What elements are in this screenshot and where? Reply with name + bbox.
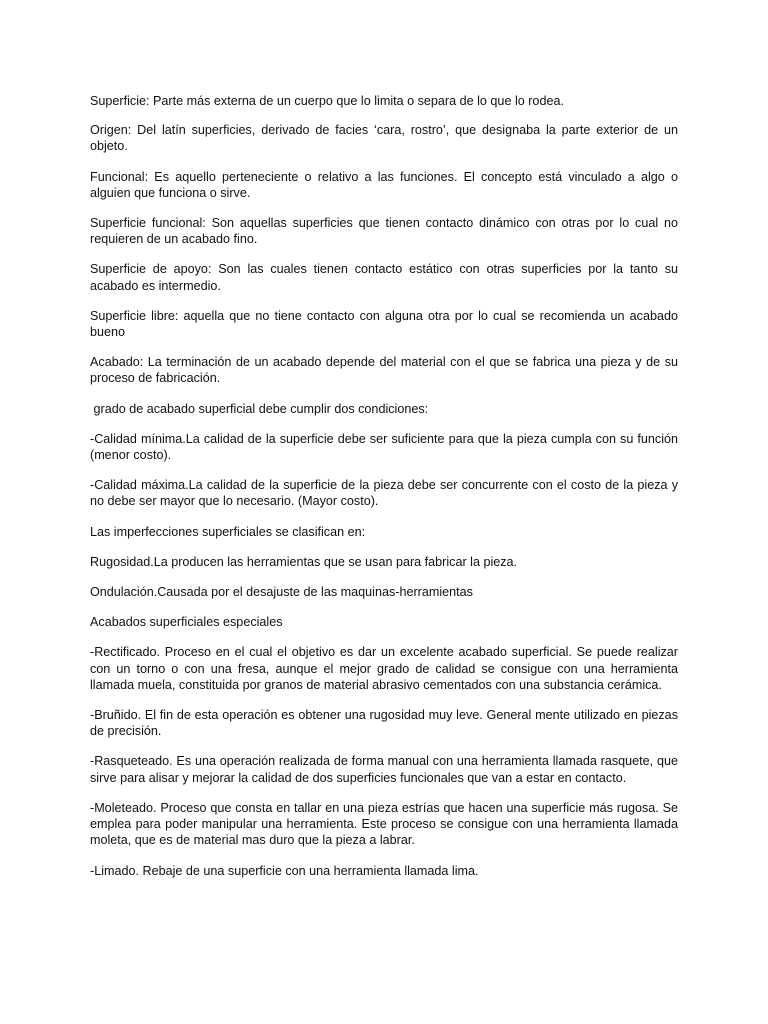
paragraph-acabados-especiales: Acabados superficiales especiales [90,615,283,630]
paragraph-acabado: Acabado: La terminación de un acabado depende del material con el que se fabrica una pieza y de su proceso de fabricación. [90,355,682,386]
paragraph-calidad-minima: -Calidad mínima.La calidad de la superficie debe ser suficiente para que la pieza cumpla con su función (menor costo). [90,431,682,463]
document-body [90,93,682,893]
paragraph-imperfecciones: Las imperfecciones superficiales se clasifican en: [90,524,366,539]
paragraph-calidad-maxima: -Calidad máxima.La calidad de la superficie de la pieza debe ser concurrente con el costo de la pieza y no debe ser mayor que lo necesario. (Mayor costo). [90,478,682,509]
paragraph-rasqueteado: -Rasqueteado. Es una operación realizada de forma manual con una herramienta llamada rasquete, que sirve para alisar y mejorar la calidad de dos superficies funcionales que van a estar en contacto. [90,754,682,785]
paragraph-funcional: Funcional: Es aquello perteneciente o relativo a las funciones. El concepto está vinculado a algo o alguien que funciona o sirve. [90,169,682,200]
paragraph-limado: -Limado. Rebaje de una superficie con una herramienta llamada lima. [90,863,479,878]
paragraph-superficie-funcional: Superficie funcional: Son aquellas superficies que tienen contacto dinámico con otras por lo cual no requieren de un acabado fino. [90,216,682,247]
paragraph-superficie-libre: Superficie libre: aquella que no tiene contacto con alguna otra por lo cual se recomienda un acabado bueno [90,308,682,340]
paragraph-brunido: -Bruñido. El fin de esta operación es obtener una rugosidad muy leve. General mente utilizado en piezas de precisión. [90,708,682,739]
paragraph-rugosidad: Rugosidad.La producen las herramientas que se usan para fabricar la pieza. [90,554,518,569]
paragraph-origen: Origen: Del latín superficies, derivado de facies ‘cara, rostro’, que designaba la parte exterior de un objeto. [90,123,682,154]
paragraph-moleteado: -Moleteado. Proceso que consta en tallar en una pieza estrías que hacen una superficie más rugosa. Se emplea para poder manipular una herramienta. Este proceso se consigue con una herramienta llamada moleta, que es de material mas duro que la pieza a labrar. [90,800,682,848]
paragraph-superficie-apoyo: Superficie de apoyo: Son las cuales tienen contacto estático con otras superficies por la tanto su acabado es intermedio. [90,262,682,293]
paragraph-grado-acabado: grado de acabado superficial debe cumplir dos condiciones: [90,401,429,416]
paragraph-rectificado: -Rectificado. Proceso en el cual el objetivo es dar un excelente acabado superficial. Se puede realizar con un torno o con una fresa, aunque el mejor grado de calidad se consigue con una herramienta llamada muela, constituida por granos de material abrasivo cementados con una substancia cerámica. [90,645,682,692]
paragraph-ondulacion: Ondulación.Causada por el desajuste de las maquinas-herramientas [90,585,473,600]
paragraph-superficie: Superficie: Parte más externa de un cuerpo que lo limita o separa de lo que lo rodea. [90,94,564,108]
